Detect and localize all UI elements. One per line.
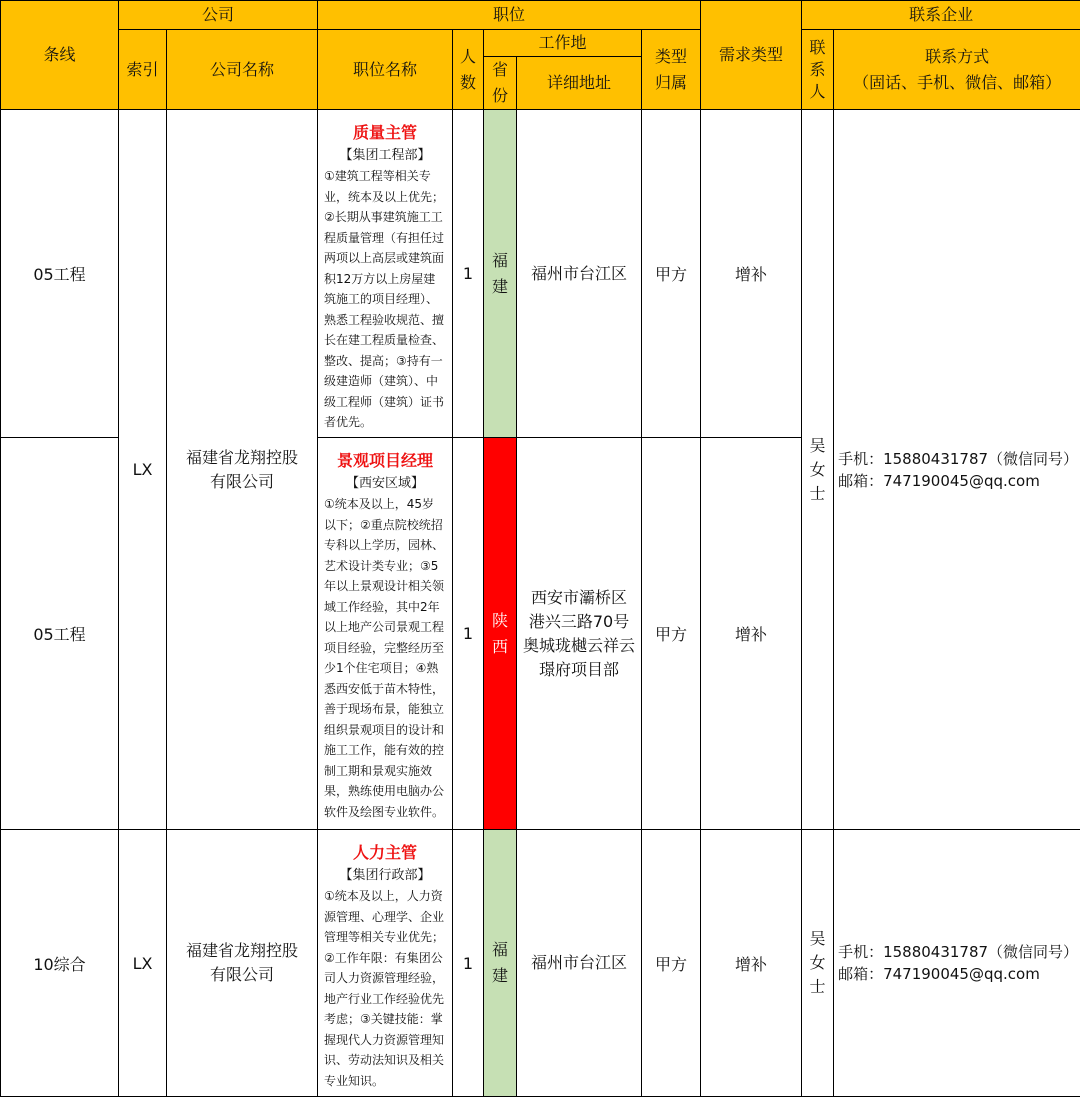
row-category: 甲方 [642,830,701,1097]
row-company: 福建省龙翔控股 有限公司 [167,830,318,1097]
row-demand: 增补 [701,438,802,830]
header-line: 条线 [1,1,119,110]
table-row [1,110,1080,438]
header-address: 详细地址 [517,57,642,110]
row-address: 福州市台江区 [517,110,642,438]
row-demand: 增补 [701,110,802,438]
row-contact-person: 吴 女 士 [802,110,834,830]
position-title: 质量主管 [353,123,418,142]
header-province: 省 份 [484,57,517,110]
row-line: 05工程 [1,110,119,438]
header-company-name: 公司名称 [167,30,318,110]
position-dept: 【集团工程部】 [339,148,431,163]
table-row [1,830,1080,1097]
row-line: 05工程 [1,438,119,830]
row-contact-person: 吴 女 士 [802,830,834,1097]
row-province: 陕 西 [484,438,517,830]
row-company: 福建省龙翔控股 有限公司 [167,110,318,830]
row-index: LX [119,110,167,830]
position-cell [318,438,453,830]
row-address: 福州市台江区 [517,830,642,1097]
row-line: 10综合 [1,830,119,1097]
header-contact-group: 联系企业 [802,1,1080,30]
row-contact: 手机：15880431787（微信同号） 邮箱：747190045@qq.com [834,830,1080,1097]
position-desc: ①统本及以上，人力资 源管理、心理学、企业 管理等相关专业优先； ②工作年限：有集团公 司人力资源管理经验， 地产行业工作经验优先 考虑；③关键技能：掌 握现代人力资源管理知 识、劳动法知识及相关 专业知识。 [324,889,445,1088]
row-index: LX [119,830,167,1097]
position-title: 人力主管 [353,843,418,862]
row-province: 福 建 [484,110,517,438]
row-headcount: 1 [453,438,484,830]
row-province: 福 建 [484,830,517,1097]
header-headcount: 人 数 [453,30,484,110]
header-workplace: 工作地 [484,30,642,57]
header-position-group: 职位 [318,1,701,30]
row-category: 甲方 [642,110,701,438]
position-desc: ①统本及以上，45岁 以下；②重点院校统招 专科以上学历，园林、 艺术设计类专业；③5 年以上景观设计相关领 域工作经验，其中2年 以上地产公司景观工程 项目经验，完整经历至 少1个住宅项目；④熟 悉西安低于苗木特性， 善于现场布景，能独立 组织景观项目的设计和 施工工作，能有效的控 制工期和景观实施效 果，熟练使用电脑办公 软件及绘图专业软件。 [324,497,445,819]
header-contact-method: 联系方式 （固话、手机、微信、邮箱） [834,30,1080,110]
position-title: 景观项目经理 [337,451,434,470]
row-address: 西安市灞桥区 港兴三路70号 奥城珑樾云祥云 璟府项目部 [517,438,642,830]
row-contact: 手机：15880431787（微信同号） 邮箱：747190045@qq.com [834,110,1080,830]
row-category: 甲方 [642,438,701,830]
header-demand-type: 需求类型 [701,1,802,110]
row-demand: 增补 [701,830,802,1097]
header-contact-person: 联 系 人 [802,30,834,110]
position-cell [318,830,453,1097]
header-index: 索引 [119,30,167,110]
header-category: 类型 归属 [642,30,701,110]
position-desc: ①建筑工程等相关专 业，统本及以上优先； ②长期从事建筑施工工 程质量管理（有担任过 两项以上高层或建筑面 积12万方以上房屋建 筑施工的项目经理）、 熟悉工程验收规范、擅 长在建工程质量检查、 整改、提高；③持有一 级建造师（建筑）、中 级工程师（建筑）证书 者优先。 [324,169,445,429]
position-dept: 【西安区域】 [346,476,425,491]
row-headcount: 1 [453,110,484,438]
position-dept: 【集团行政部】 [339,868,431,883]
row-headcount: 1 [453,830,484,1097]
header-company-group: 公司 [119,1,318,30]
position-cell [318,110,453,438]
header-position-name: 职位名称 [318,30,453,110]
